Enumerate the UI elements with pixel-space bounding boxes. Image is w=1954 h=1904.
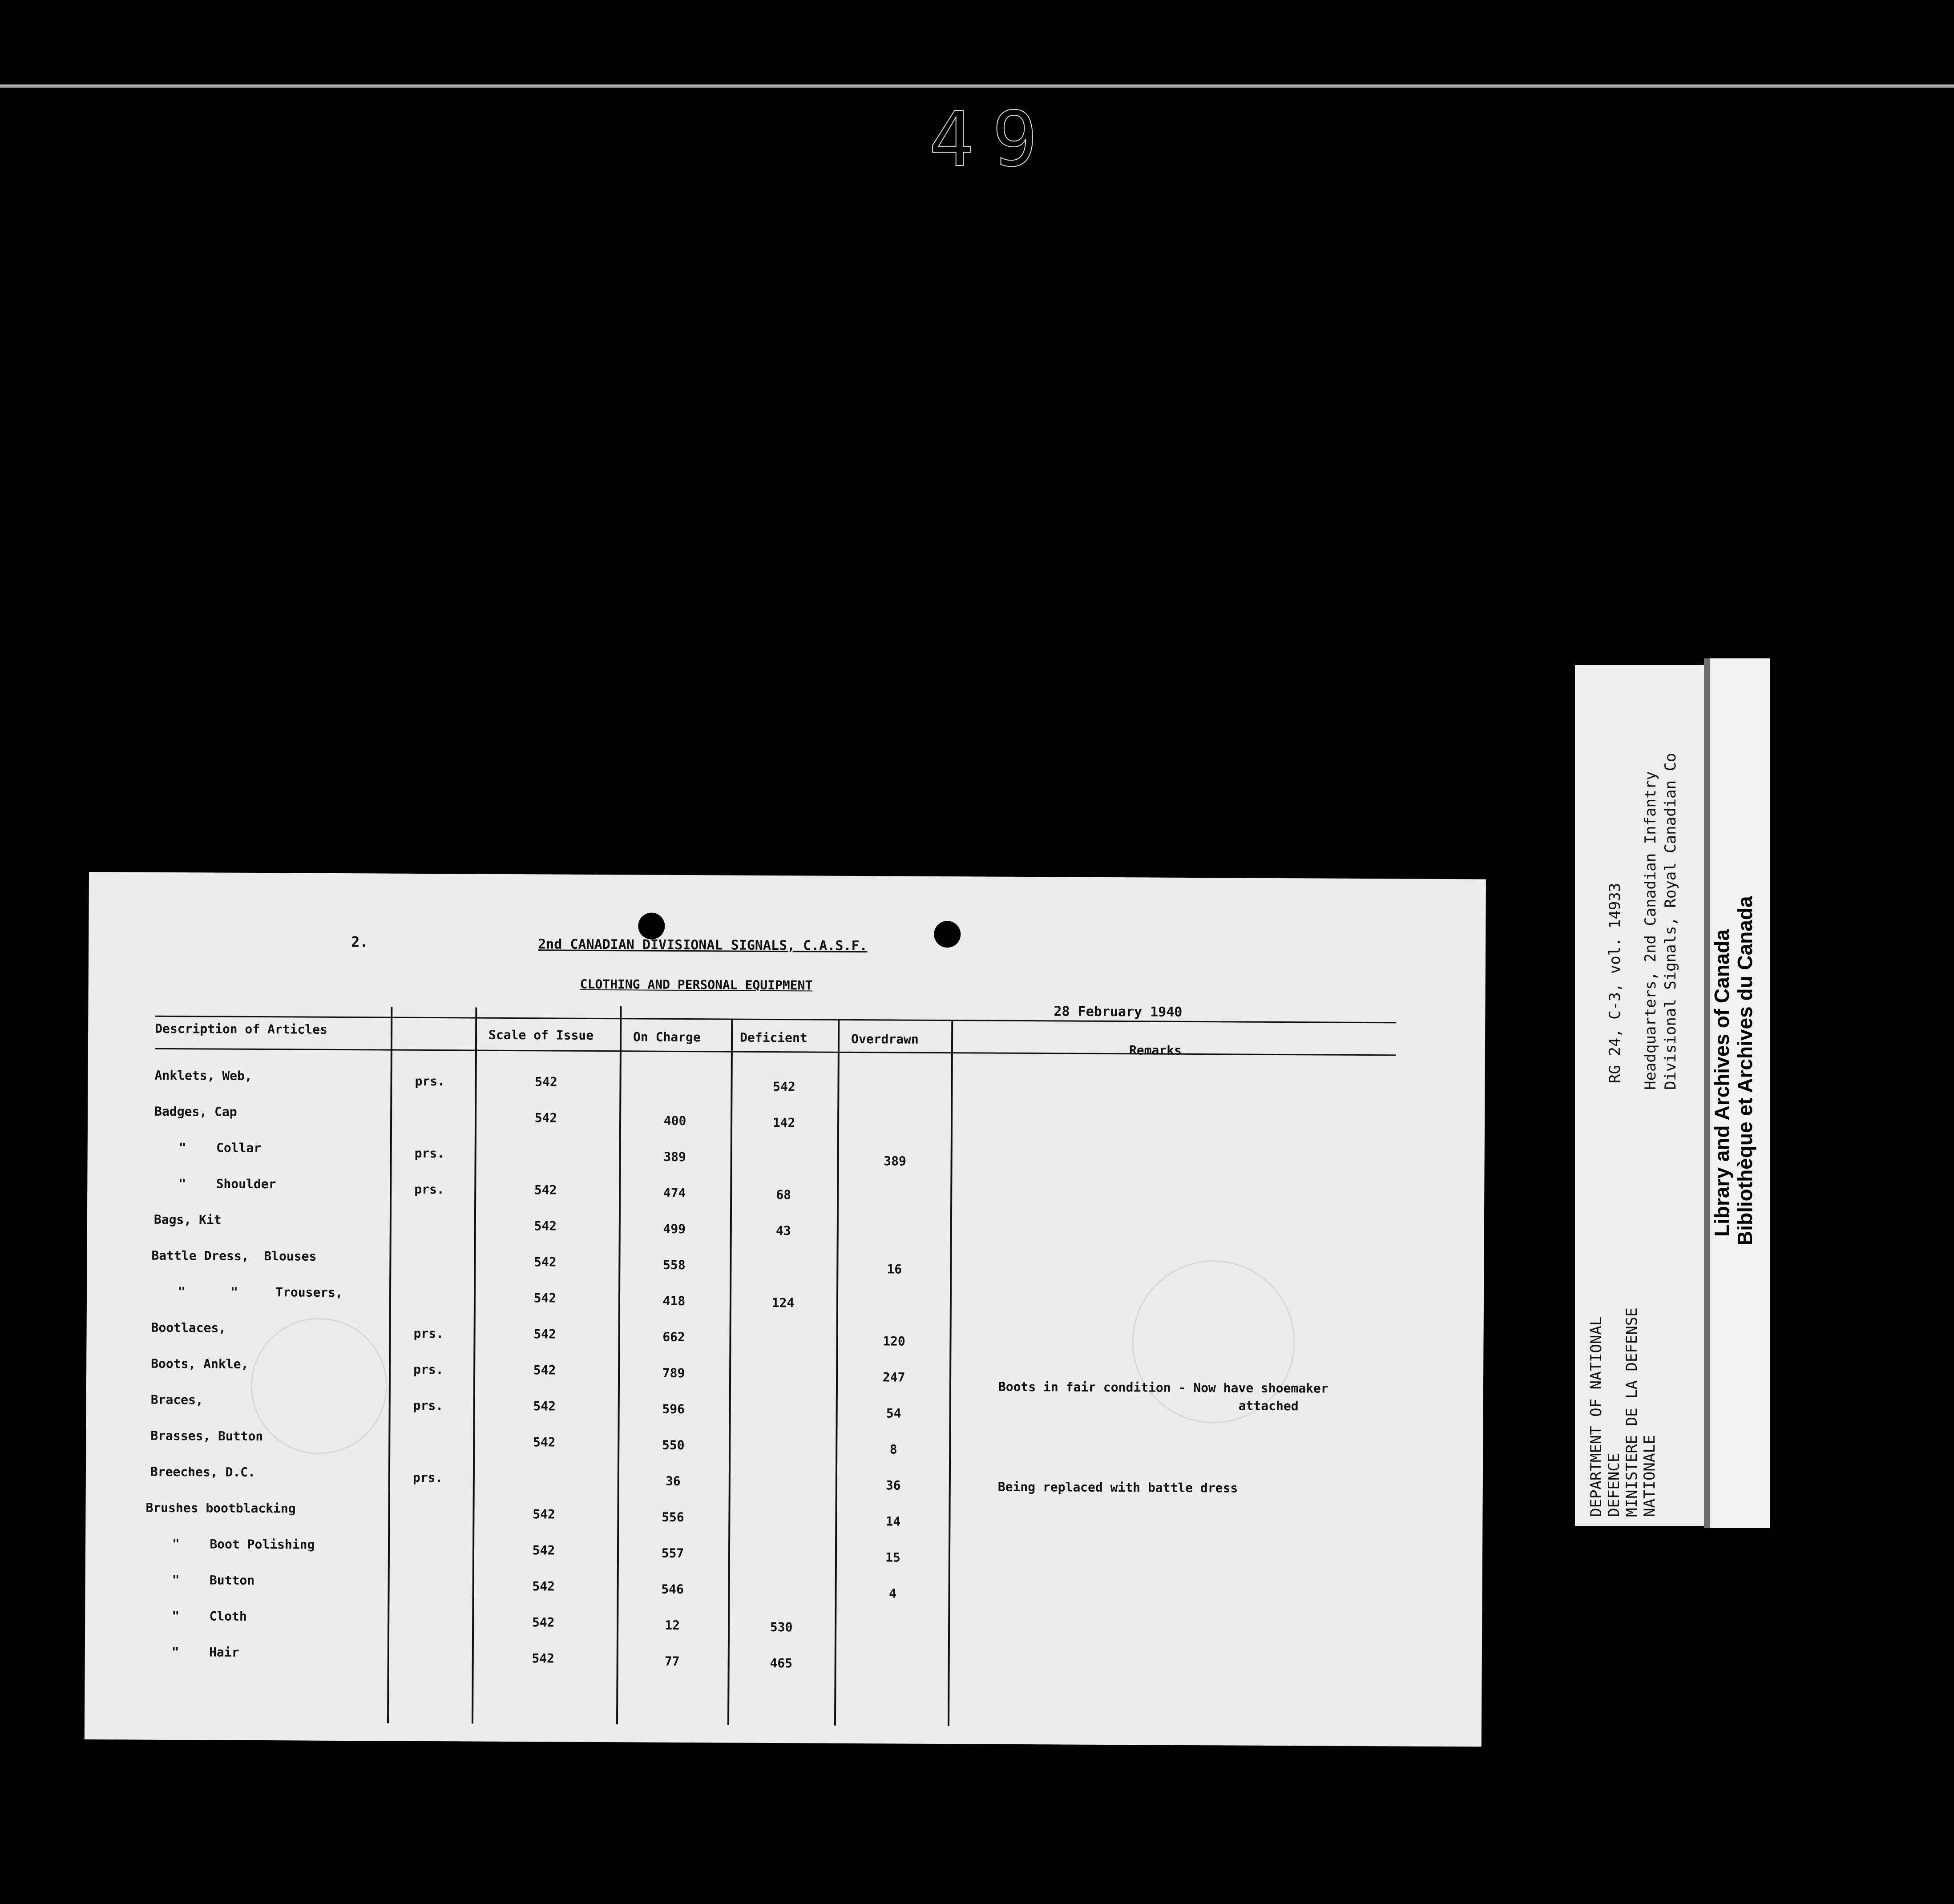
row-overdrawn: 247 — [882, 1370, 905, 1385]
row-overdrawn: 4 — [889, 1586, 897, 1601]
row-deficient — [755, 1151, 813, 1152]
row-scale: 542 — [535, 1074, 557, 1089]
row-on-charge: 474 — [663, 1185, 686, 1201]
row-scale: 542 — [533, 1399, 556, 1414]
row-deficient: 124 — [771, 1295, 795, 1311]
table-top-rule — [155, 1016, 1396, 1024]
remark-boots: Boots in fair condition - Now have shoemaker — [998, 1379, 1328, 1396]
row-on-charge: 596 — [662, 1401, 685, 1417]
document-date: 28 February 1940 — [1054, 1004, 1183, 1020]
row-overdrawn: 14 — [885, 1514, 901, 1529]
row-deficient: 530 — [770, 1620, 793, 1635]
row-description: " Shoulder — [178, 1176, 276, 1192]
row-scale: 542 — [533, 1291, 557, 1306]
row-unit: prs. — [412, 1470, 443, 1485]
punch-hole — [934, 921, 961, 948]
column-divider — [834, 1019, 840, 1726]
row-on-charge: 77 — [664, 1654, 680, 1669]
punch-hole — [638, 912, 665, 939]
row-description: " Hair — [171, 1644, 239, 1660]
row-deficient: 142 — [772, 1115, 795, 1130]
row-scale: 542 — [534, 1255, 557, 1270]
header-overdrawn: Overdrawn — [851, 1031, 919, 1047]
row-overdrawn: 16 — [887, 1262, 902, 1277]
row-description: " " Trousers, — [178, 1284, 343, 1300]
row-deficient: 68 — [776, 1187, 791, 1202]
row-deficient: 542 — [773, 1079, 795, 1094]
row-on-charge: 36 — [665, 1473, 681, 1489]
archive-reference: RG 24, C-3, vol. 14933 — [1606, 883, 1624, 1083]
dept-en-line2: DEFENCE — [1605, 1453, 1623, 1517]
row-scale: 542 — [534, 1182, 557, 1198]
row-description: Braces, — [150, 1392, 203, 1408]
row-description: " Button — [172, 1572, 255, 1588]
row-overdrawn: 54 — [886, 1406, 901, 1421]
row-deficient: 43 — [775, 1223, 791, 1238]
header-description: Description of Articles — [155, 1021, 327, 1037]
row-deficient — [754, 1259, 812, 1260]
column-divider — [472, 1008, 477, 1724]
row-on-charge: 499 — [663, 1221, 686, 1237]
column-divider — [616, 1006, 622, 1724]
row-description: " Cloth — [172, 1608, 247, 1624]
row-unit: prs. — [413, 1362, 444, 1377]
remark-boots-cont: attached — [1238, 1398, 1299, 1414]
row-on-charge: 662 — [662, 1329, 685, 1345]
header-on-charge: On Charge — [633, 1029, 701, 1045]
row-on-charge: 418 — [662, 1293, 686, 1309]
dept-fr-line1: MINISTERE DE LA DEFENSE — [1623, 1307, 1641, 1517]
row-on-charge: 12 — [665, 1618, 680, 1633]
dept-en-line1: DEPARTMENT OF NATIONAL — [1587, 1316, 1605, 1517]
lac-name-en: Library and Archives of Canada — [1710, 929, 1733, 1237]
row-description: Anklets, Web, — [154, 1068, 252, 1083]
row-description: Boots, Ankle, — [151, 1356, 249, 1372]
document-subtitle: CLOTHING AND PERSONAL EQUIPMENT — [580, 976, 813, 993]
row-on-charge: 389 — [663, 1149, 686, 1165]
row-scale: 542 — [533, 1435, 556, 1450]
row-scale: 542 — [534, 1110, 557, 1125]
archive-label — [1575, 665, 1704, 1526]
lac-name-fr: Bibliothèque et Archives du Canada — [1733, 896, 1756, 1246]
film-top-edge — [0, 85, 1954, 88]
remark-breeches: Being replaced with battle dress — [997, 1479, 1238, 1496]
row-overdrawn: 389 — [884, 1154, 906, 1169]
row-description: Breeches, D.C. — [150, 1464, 256, 1480]
row-unit: prs. — [413, 1326, 444, 1341]
header-remarks: Remarks — [1129, 1043, 1182, 1058]
document-title: 2nd CANADIAN DIVISIONAL SIGNALS, C.A.S.F. — [538, 936, 868, 954]
row-scale: 542 — [533, 1507, 555, 1522]
row-description: Bootlaces, — [151, 1320, 226, 1335]
row-scale: 542 — [534, 1218, 557, 1234]
document-page — [85, 872, 1486, 1747]
dept-fr-line2: NATIONALE — [1641, 1435, 1659, 1517]
row-description: Badges, Cap — [154, 1104, 237, 1119]
row-description: " Collar — [178, 1140, 262, 1156]
column-divider — [727, 1019, 733, 1725]
row-description: Brasses, Button — [150, 1428, 263, 1444]
row-overdrawn: 15 — [885, 1550, 900, 1565]
frame-number: 49 — [929, 96, 1056, 184]
faded-stamp — [250, 1318, 388, 1455]
row-scale: 542 — [533, 1363, 556, 1378]
page-number: 2. — [351, 933, 368, 951]
row-on-charge: 556 — [662, 1509, 684, 1525]
row-on-charge: 558 — [663, 1257, 686, 1273]
row-unit: prs. — [415, 1073, 445, 1089]
row-scale: 542 — [532, 1543, 555, 1558]
row-deficient — [754, 1331, 812, 1332]
row-overdrawn: 120 — [883, 1334, 905, 1349]
column-divider — [387, 1007, 392, 1723]
row-scale: 542 — [532, 1651, 555, 1666]
row-unit: prs. — [414, 1146, 445, 1161]
archive-description-line2: Divisional Signals, Royal Canadian Co — [1662, 753, 1679, 1090]
row-scale: 542 — [533, 1327, 556, 1342]
row-on-charge: 400 — [663, 1113, 686, 1129]
row-deficient: 465 — [770, 1656, 793, 1671]
row-description: Brushes bootblacking — [145, 1500, 296, 1516]
row-on-charge: 789 — [662, 1365, 685, 1381]
row-overdrawn — [867, 1081, 925, 1082]
row-description: Battle Dress, Blouses — [151, 1248, 317, 1264]
row-unit: prs. — [413, 1398, 444, 1413]
row-description: " Boot Polishing — [172, 1537, 315, 1552]
row-on-charge — [646, 1077, 704, 1078]
row-on-charge: 546 — [661, 1581, 684, 1597]
row-deficient — [754, 1367, 811, 1368]
header-deficient: Deficient — [739, 1030, 807, 1045]
row-overdrawn — [866, 1117, 924, 1118]
column-divider — [948, 1020, 953, 1726]
lac-label — [1704, 658, 1770, 1528]
row-scale: 542 — [532, 1615, 555, 1630]
row-scale: 542 — [532, 1579, 555, 1594]
row-on-charge: 550 — [662, 1437, 685, 1453]
row-overdrawn: 8 — [889, 1442, 897, 1457]
archive-description-line1: Headquarters, 2nd Canadian Infantry — [1642, 771, 1659, 1090]
row-description: Bags, Kit — [153, 1212, 222, 1227]
row-unit: prs. — [414, 1182, 444, 1197]
row-overdrawn: 36 — [885, 1478, 901, 1493]
header-scale-of-issue: Scale of Issue — [488, 1027, 594, 1043]
table-header-rule — [155, 1048, 1396, 1056]
row-scale — [517, 1146, 575, 1147]
row-on-charge: 557 — [661, 1545, 684, 1561]
